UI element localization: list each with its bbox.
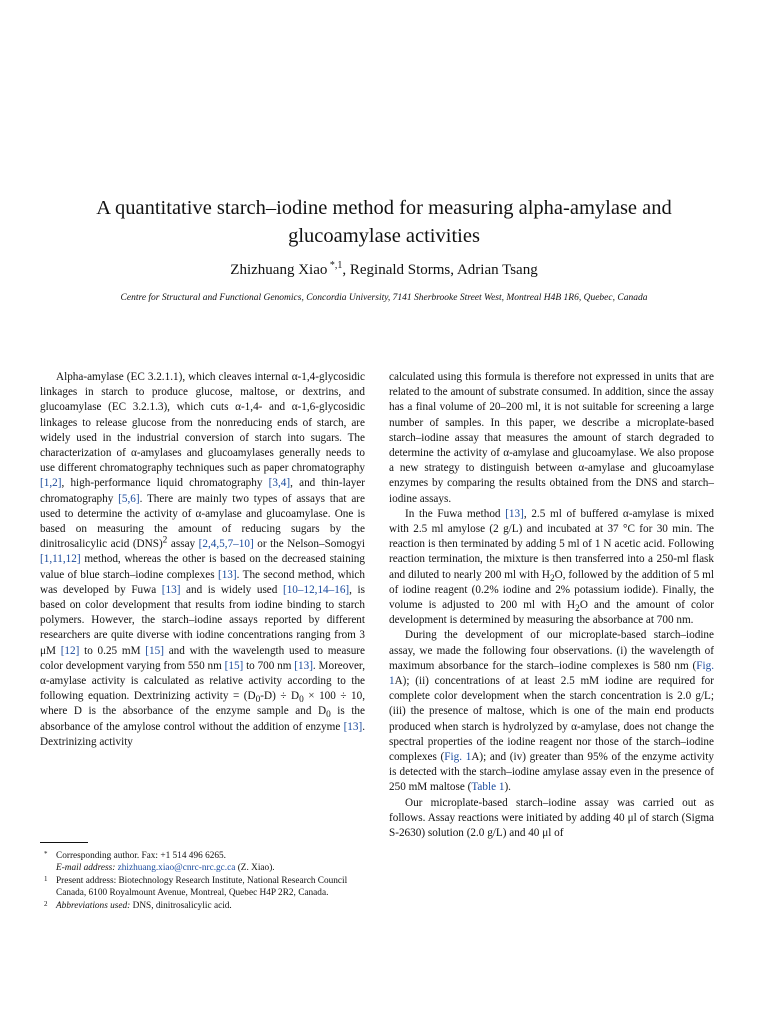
footnote-corresponding-author: [40, 850, 365, 862]
citation-link[interactable]: [10–12,14–16]: [282, 583, 350, 596]
table-link[interactable]: Table 1: [471, 781, 505, 794]
footnotes: [40, 850, 365, 912]
citation-link[interactable]: [1,2]: [40, 477, 62, 490]
affiliation: Centre for Structural and Functional Genomics, Concordia University, 7141 Sherbrooke Street West, Montreal H4B 1R6, Quebec, Canada: [120, 293, 648, 303]
citation-link[interactable]: [13]: [161, 583, 181, 596]
footnote-divider: [40, 842, 88, 843]
body-text: ).: [504, 781, 511, 794]
footnote-mark[interactable]: 2: [162, 535, 168, 546]
citation-link[interactable]: [5,6]: [118, 492, 140, 505]
citation-link[interactable]: [12]: [60, 644, 80, 657]
body-text: . Moreover, α-amylase activity is calculated as relative activity according to the following equation. Dextrinizing activity = (D: [40, 659, 365, 703]
coauthor-names: , Reginald Storms, Adrian Tsang: [342, 262, 538, 278]
body-text: . Dextrinizing activity: [40, 720, 365, 748]
email-tail: (Z. Xiao).: [235, 863, 275, 874]
figure-link[interactable]: Fig. 1: [389, 659, 714, 688]
citation-link[interactable]: [13]: [217, 568, 237, 581]
citation-link[interactable]: [3,4]: [268, 477, 291, 490]
body-text: -D) ÷ D: [260, 690, 300, 703]
footnote-email-line: [40, 862, 365, 874]
body-text: and is widely used: [180, 583, 283, 596]
body-text: calculated using this formula is therefore not expressed in units that are related to the amount of substrate consumed. In addition, since the assay has a final volume of 20–200 ml, it is not suitable for screening a large number of samples. In this paper, we describe a microplate-based starch–iodine assay that measures the amount of starch degraded to determine the activity of α-amylase and glucoamylase. We also propose a new strategy to distinguish between α-amylase and glucoamylase enzymes by comparing the results obtained from the DNS and starch–iodine assays.: [389, 371, 714, 505]
body-text: O, followed by the addition of 5 ml of iodine reagent (0.2% iodine and 2% potassium iodide). Finally, the volume is adjusted to 200 ml with H: [389, 568, 714, 612]
subscript: 2: [575, 604, 580, 615]
footnote-present-address: [40, 875, 365, 900]
email-label: E-mail address:: [56, 863, 116, 874]
paragraph: [389, 628, 714, 795]
footnote-mark: *: [44, 850, 48, 858]
body-text: . There are mainly two types of assays that are used to determine the activity of α-amylase and glucoamylase. One is based on measuring the amount of reducing sugars by the dinitrosalicylic acid (DNS): [40, 492, 365, 551]
left-column: [40, 370, 365, 750]
author-list: [40, 260, 728, 280]
subscript: 0: [299, 695, 304, 706]
body-text: In the Fuwa method: [405, 507, 506, 520]
paragraph: [40, 370, 365, 750]
body-text: Our microplate-based starch–iodine assay was carried out as follows. Assay reactions were initiated by adding 40 μl of starch (Sigma S-2630) solution (2.0 g/L) and 40 μl of: [389, 796, 714, 840]
citation-link[interactable]: [13]: [294, 659, 313, 672]
body-text: During the development of our microplate-based starch–iodine assay, we made the following four observations. (i) the wavelength of maximum absorbance for the starch–iodine complexes is 580 nm (: [389, 629, 714, 672]
figure-link[interactable]: Fig. 1: [444, 751, 472, 764]
body-text: , is based on color development that results from iodine binding to starch polymers. However, the starch–iodine assays reported by different researchers are quite diverse with iodine concentrations ranging from 3 μM: [40, 583, 366, 657]
citation-link[interactable]: [2,4,5,7–10]: [198, 538, 254, 551]
citation-link[interactable]: [1,11,12]: [40, 553, 81, 566]
body-text: . The second method, which was developed by Fuwa: [40, 568, 365, 596]
paragraph: [389, 507, 714, 629]
footnote-text: Present address: Biotechnology Research Institute, National Research Council Canada, 6100 Royalmount Avenue, Montreal, Quebec H4P 2R2, Canada.: [56, 875, 348, 899]
body-text: or the Nelson–Somogyi: [253, 538, 365, 551]
author-name: Zhizhuang Xiao: [230, 262, 328, 278]
citation-link[interactable]: [15]: [224, 659, 244, 672]
right-column: [389, 370, 714, 841]
body-text: , 2.5 ml of buffered α-amylase is mixed with 2.5 ml amylose (2 g/L) and incubated at 37 °C for 30 min. The reaction is then terminated by adding 5 ml of 1 N acetic acid. Following reaction termination, the mixture is then transferred into a 250-ml flask and diluted to nearly 200 ml with H: [389, 507, 714, 581]
footnote-mark: 2: [44, 899, 48, 908]
footnote-abbreviations: [40, 900, 365, 912]
subscript: 2: [549, 573, 555, 584]
subscript: 0: [255, 695, 261, 706]
body-text: , high-performance liquid chromatography: [61, 477, 269, 490]
author-footnote-marks[interactable]: *,1: [327, 260, 343, 271]
body-text: , and thin-layer chromatography: [40, 477, 365, 505]
body-text: A); and (iv) greater than 95% of the enzyme activity is detected with the starch–iodine amylase assay even in the presence of 250 mM maltose (: [389, 751, 714, 794]
body-text: method, whereas the other is based on the decreased staining value of blue starch–iodine complexes: [40, 553, 365, 581]
body-text: assay: [167, 538, 199, 551]
body-text: to 0.25 mM: [79, 644, 146, 657]
body-text: × 100 ÷ 10, where D is the absorbance of the enzyme sample and D: [40, 690, 366, 718]
footnote-text: Corresponding author. Fax: +1 514 496 6265.: [56, 851, 226, 861]
paper-title: A quantitative starch–iodine method for measuring alpha-amylase and glucoamylase activities: [96, 197, 672, 247]
paragraph: [389, 370, 714, 507]
citation-link[interactable]: [13]: [343, 720, 363, 733]
body-text: Alpha-amylase (EC 3.2.1.1), which cleaves internal α-1,4-glycosidic linkages in starch to produce glucose, maltose, or dextrins, and glucoamylase (EC 3.2.1.3), which cuts α-1,4- and α-1,6-glycosidic linkages to release glucose from the nonreducing ends of starch, are widely used in the industrial conversion of starch into sugars. The characterization of α-amylases and glucoamylases generally needs to use different chromatography techniques such as paper chromatography: [40, 371, 365, 475]
paragraph: [389, 796, 714, 842]
body-text: is the absorbance of the amylose control without the addition of enzyme: [40, 705, 365, 733]
citation-link[interactable]: [15]: [145, 644, 164, 657]
footnote-mark: 1: [44, 874, 48, 883]
footnote-text: DNS, dinitrosalicylic acid.: [130, 900, 232, 911]
abbreviations-label: Abbreviations used:: [56, 900, 131, 911]
body-text: A); (ii) concentrations of at least 2.5 mM iodine are required for complete color development when the starch concentration is 2.0 g/L; (iii) the presence of maltose, which is one of the main end products produced when starch is hydrolyzed by α-amylase, does not change the spectral properties of the iodine reagent nor those of the starch–iodine complexes (: [389, 675, 714, 764]
body-text: and with the wavelength used to measure color development varying from 550 nm: [40, 644, 365, 672]
body-text: O and the amount of color development is determined by measuring the absorbance at 700 nm.: [389, 599, 714, 627]
subscript: 0: [326, 710, 331, 721]
citation-link[interactable]: [13]: [505, 507, 524, 520]
email-link[interactable]: zhizhuang.xiao@cnrc-nrc.gc.ca: [117, 863, 236, 874]
body-text: to 700 nm: [243, 659, 295, 672]
